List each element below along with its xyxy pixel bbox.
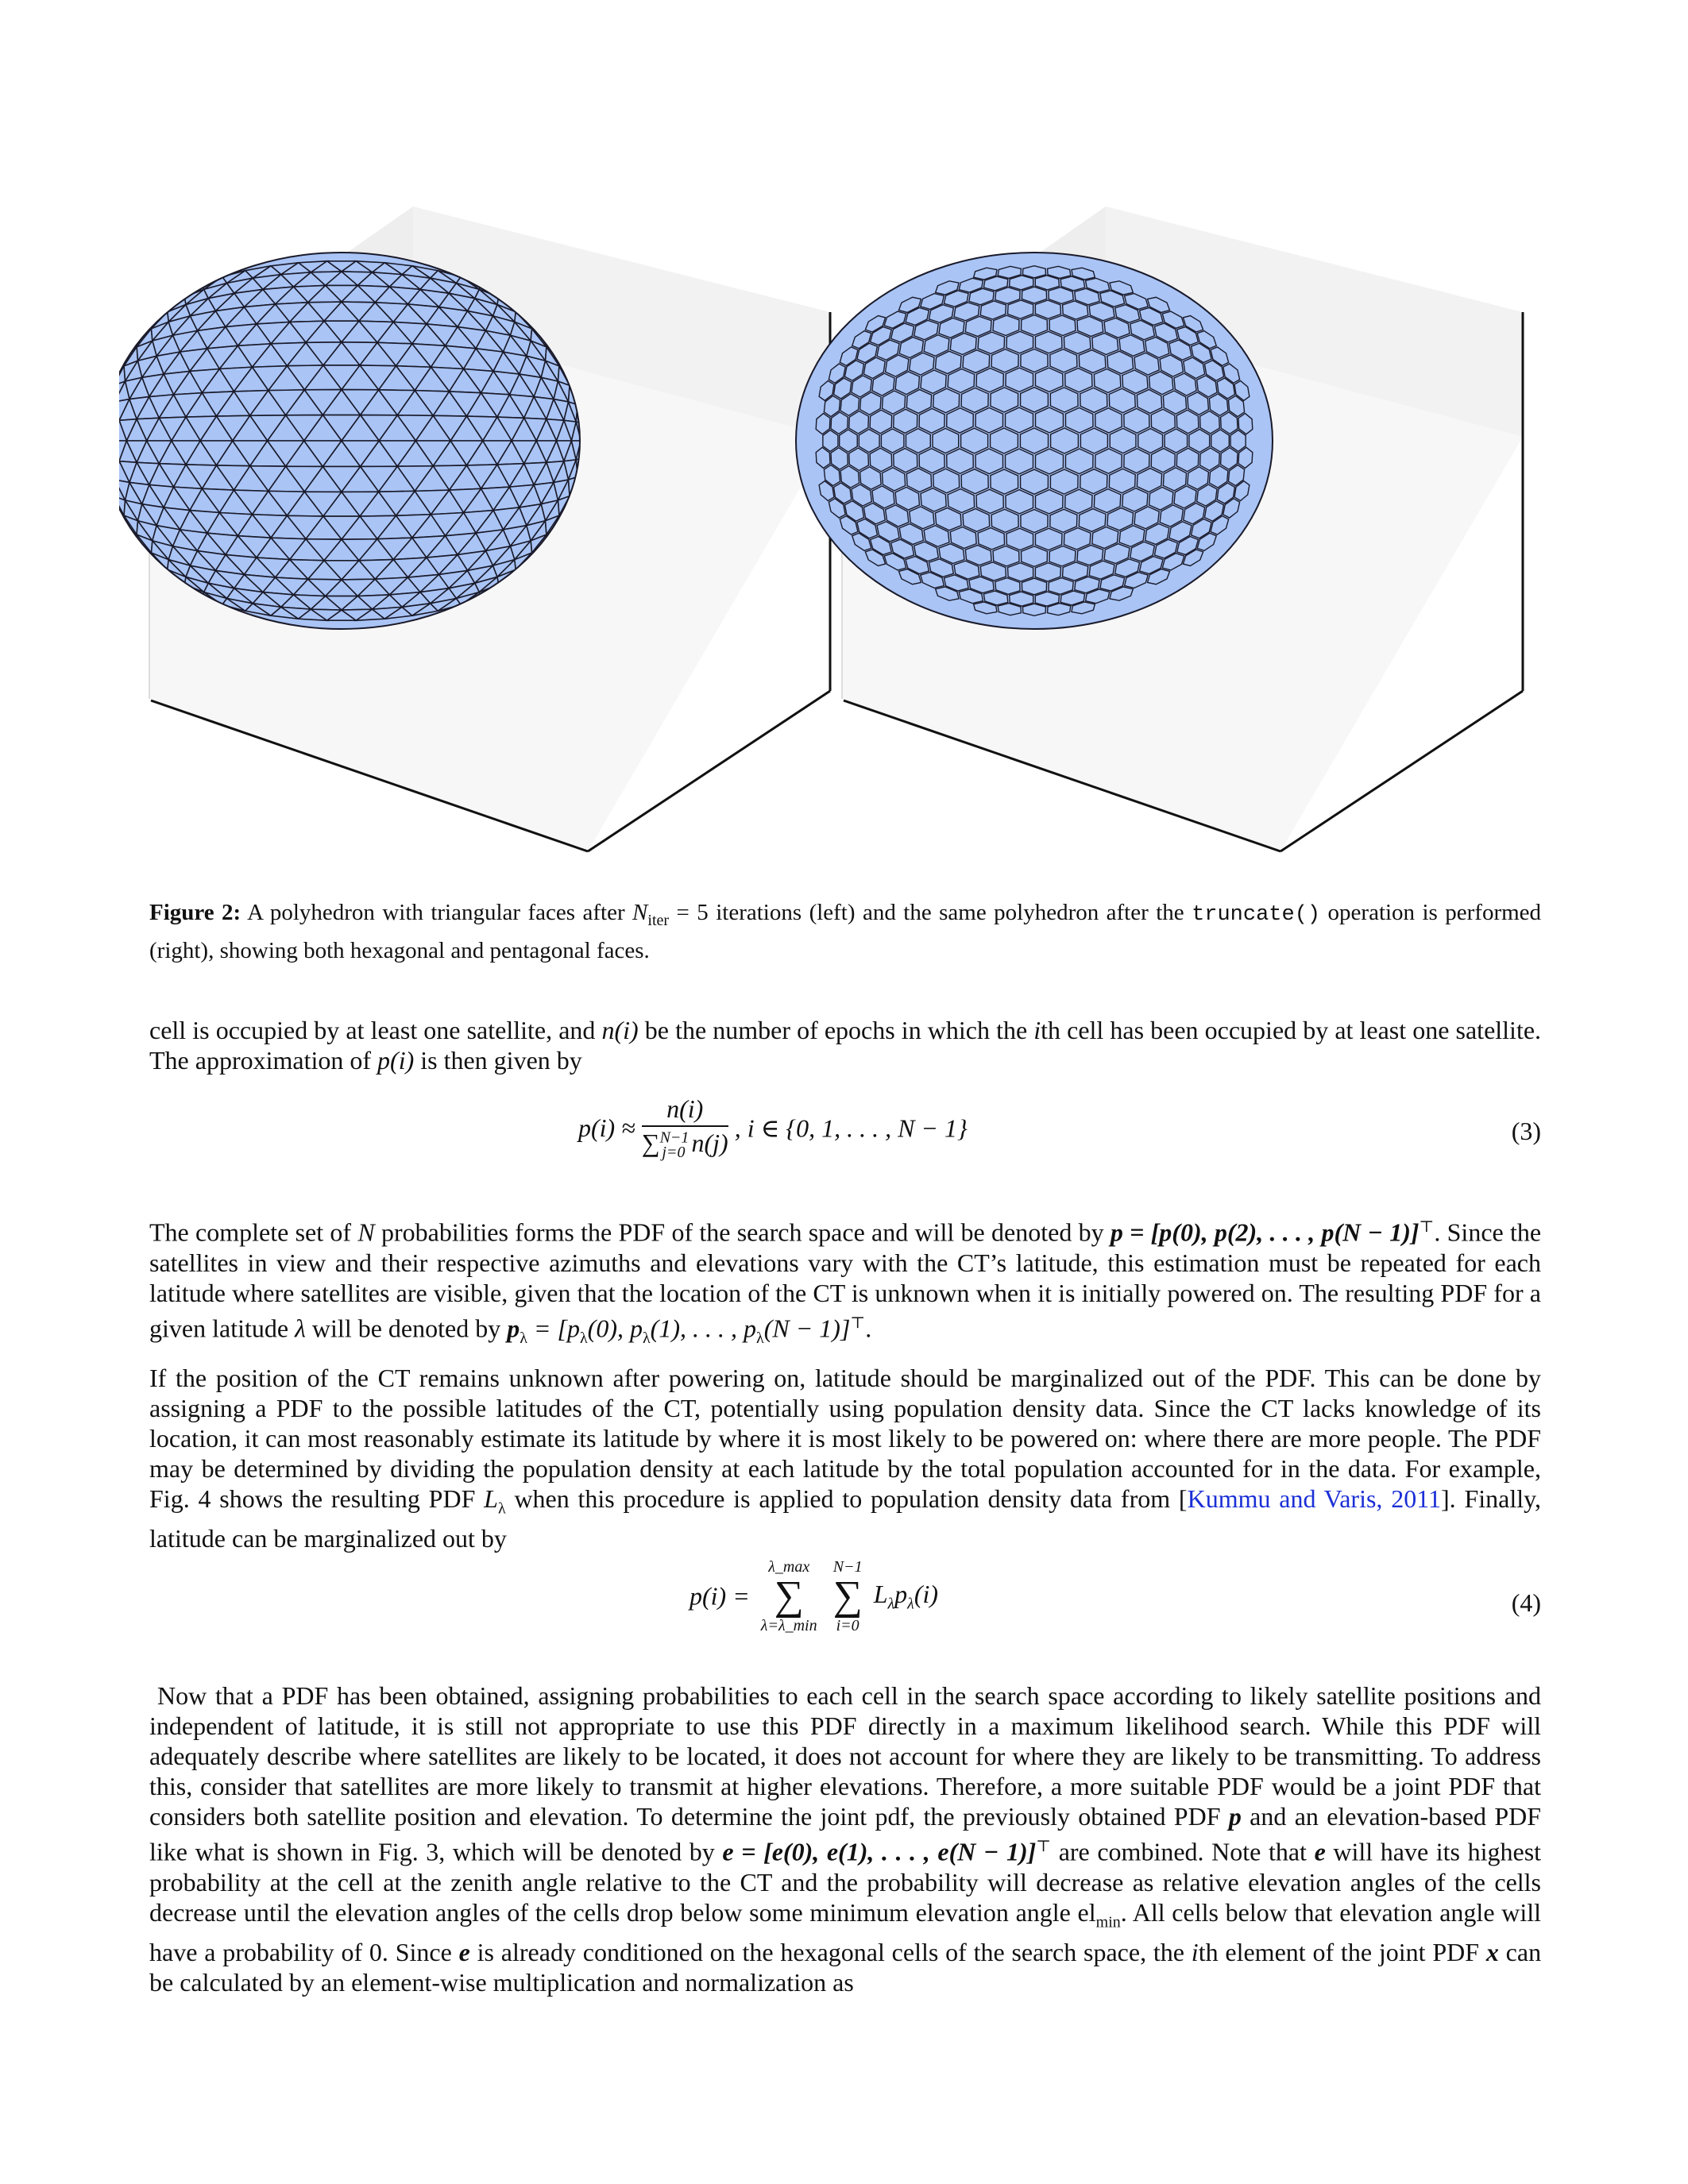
- p2-math-7: (1), . . . , p: [650, 1314, 756, 1343]
- equation-4: [149, 1558, 1541, 1646]
- p4-text-3: are combined. Note that: [1058, 1837, 1307, 1866]
- eq4-term-i: (i): [914, 1579, 939, 1608]
- hexagonal-face: [1022, 604, 1045, 615]
- eq4-number: (4): [1511, 1588, 1541, 1617]
- p2-math-8: (N − 1)]: [763, 1314, 851, 1343]
- citation-link[interactable]: Kummu and Varis, 2011: [1187, 1484, 1442, 1513]
- paragraph-2: The complete set of N probabilities forms the PDF of the search space and will be denoted by p = [p(0), p(2), . . . , p(N − 1)]⊤. Since the satellites in view and their respective azimuths and elevations vary with the CT’s latitude, this estimation must be repeated for each latitude where satellites are visible, given that the location of the CT is unknown when it is initially powered on. The resulting PDF for a given latitude λ will be denoted by $p_\lambda = [p_\lambda(0)$, $p_\lambda(1)$, . . . , $p_\lambda(N - 1)]^⊤$.: [149, 1217, 1542, 1347]
- eq4-term-l-sub: λ: [887, 1595, 895, 1613]
- eq4-sum2-sign: ∑: [832, 1573, 863, 1619]
- hexagonal-face: [1022, 578, 1046, 595]
- eq3-sum-lower: j=0: [662, 1144, 686, 1162]
- eq3-sum-sign: ∑: [641, 1129, 660, 1157]
- eq3-denominator: [642, 1127, 728, 1162]
- p4-math-5: i: [1191, 1938, 1199, 1967]
- hexagonal-face: [881, 429, 903, 453]
- p2-text-2: probabilities forms the PDF of the search space and will be denoted by: [380, 1217, 1104, 1247]
- p4-math-1: p: [1228, 1802, 1242, 1831]
- caption-text-1: A polyhedron with triangular faces after: [247, 900, 625, 925]
- eq3-numerator: n(i): [642, 1094, 728, 1127]
- eq4-sum1-upper: λ_max: [768, 1558, 810, 1576]
- figure-2-svg: [119, 183, 1573, 882]
- eq4-term-p: p: [894, 1579, 908, 1608]
- caption-text-2: iterations (left) and the same polyhedron after the: [716, 900, 1184, 925]
- p1-text-2: be the number of epochs in which the: [644, 1016, 1028, 1044]
- p1-math-2: i: [1033, 1016, 1041, 1044]
- p3-math-1: L: [484, 1484, 498, 1513]
- p1-text-4: is then given by: [420, 1046, 582, 1075]
- p4-math-3: e: [1314, 1837, 1326, 1866]
- p4-math-6: x: [1485, 1938, 1499, 1967]
- p4-text-6: is already conditioned on the hexagonal cells of the search space, the: [477, 1938, 1184, 1967]
- p4-text-2: and an elevation-based PDF like what is shown in Fig. 3, which will be denoted by: [149, 1802, 1542, 1866]
- eq3-lhs: p(i) ≈: [578, 1113, 635, 1143]
- right-truncated-polyhedron: [796, 253, 1273, 629]
- eq4-sum-2: [833, 1558, 863, 1634]
- eq4-term-p-sub: λ: [907, 1595, 914, 1613]
- p4-text-5: . All cells below that elevation angle will have a probability of 0. Since: [149, 1897, 1542, 1967]
- p2-math-3: λ: [295, 1314, 306, 1343]
- p2-text-3: Since the satellites in view and their respective azimuths and elevations vary with the CT’s latitude, this estimation must be repeated for each latitude where satellites are visible, given that the location of the CT is unknown when it is initially powered on. The resulting PDF for a given latitude: [149, 1217, 1542, 1343]
- p1-math-1: n(i): [601, 1016, 639, 1044]
- p2-transpose-2: ⊤: [850, 1314, 866, 1332]
- p2-text-4: will be denoted by: [311, 1314, 501, 1343]
- p4-math-2: e = [e(0), e(1), . . . , e(N − 1)]: [722, 1837, 1037, 1866]
- caption-math-iter: iter: [647, 911, 670, 929]
- equation-3: [149, 1094, 1541, 1174]
- hexagonal-face: [1022, 287, 1046, 303]
- p2-transpose-1: ⊤: [1419, 1218, 1435, 1236]
- paragraph-3: [149, 1363, 1541, 1553]
- hexagonal-face: [859, 429, 879, 452]
- eq3-number: (3): [1511, 1117, 1541, 1145]
- p4-text-8: can be calculated by an element-wise multiplication and normalization as: [149, 1938, 1542, 1997]
- caption-math-n: N: [632, 900, 648, 925]
- eq4-sum-1: [761, 1558, 817, 1634]
- eq4-sum1-lower: λ=λ_min: [760, 1617, 817, 1634]
- eq4-term: [873, 1579, 939, 1613]
- p2-math-2: p = [p(0), p(2), . . . , p(N − 1)]: [1110, 1217, 1420, 1247]
- hexagonal-face: [1230, 430, 1246, 452]
- p3-text-2: when this procedure is applied to population density data from [: [514, 1484, 1188, 1513]
- figure-caption: [149, 897, 1541, 966]
- p3-text-1: If the position of the CT remains unknown after powering on, latitude should be marginalized out of the PDF. This can be done by assigning a PDF to the possible latitudes of the CT, potentially using population density data. Since the CT lacks knowledge of its location, it can most reasonably estimate its latitude by where it is most likely to be powered on: where there are more people. The PDF may be determined by dividing the population density at each latitude by the total population accounted for in the data. For example, Fig. 4 shows the resulting PDF: [149, 1364, 1541, 1513]
- caption-code: truncate(): [1192, 903, 1321, 927]
- eq3-den-term: n(j): [691, 1129, 728, 1157]
- p4-math-4: e: [458, 1938, 470, 1967]
- p3-text-3: ]. Finally, latitude can be marginalized out by: [149, 1484, 1542, 1553]
- p2-math-5: = [p: [533, 1314, 580, 1343]
- eq3-fraction: [642, 1094, 728, 1162]
- hexagonal-face: [1211, 430, 1230, 452]
- paragraph-4: [149, 1680, 1541, 1997]
- hexagonal-face: [1022, 315, 1048, 336]
- p2-math-7-sub: λ: [755, 1329, 764, 1347]
- caption-math-value: = 5: [676, 900, 709, 925]
- p1-text-3: th cell has been occupied by at least one satellite. The approximation of: [149, 1016, 1542, 1075]
- hexagonal-face: [840, 430, 858, 452]
- p4-text-7: th element of the joint PDF: [1198, 1938, 1480, 1967]
- p4-transpose: ⊤: [1036, 1838, 1052, 1855]
- eq4-sum1-sign: ∑: [774, 1573, 804, 1619]
- hexagonal-face: [1022, 546, 1048, 567]
- hexagonal-face: [1165, 429, 1187, 453]
- figure-label: Figure 2:: [149, 900, 241, 925]
- p3-math-1-sub: λ: [497, 1499, 506, 1518]
- eq4-sum2-lower: i=0: [836, 1617, 859, 1634]
- eq4-lhs: p(i) =: [689, 1581, 750, 1611]
- caption-text-3: operation is performed (right), showing both hexagonal and pentagonal faces.: [149, 900, 1542, 963]
- figure-2: [119, 183, 1573, 882]
- p2-math-4: p: [507, 1314, 520, 1343]
- hexagonal-face: [1022, 266, 1045, 278]
- p2-math-5-sub: λ: [579, 1329, 588, 1347]
- hexagonal-face: [823, 430, 838, 452]
- hexagonal-face: [1189, 429, 1210, 452]
- paragraph-1: [149, 1015, 1541, 1075]
- p2-math-6-sub: λ: [642, 1329, 651, 1347]
- p1-text-1: cell is occupied by at least one satellite, and: [149, 1016, 596, 1044]
- p2-math-6: (0), p: [587, 1314, 643, 1343]
- eq3-sum-upper: N−1: [659, 1129, 689, 1147]
- p1-math-3: p(i): [377, 1046, 415, 1075]
- p2-math-1: N: [357, 1217, 375, 1247]
- eq3-condition: , i ∈ {0, 1, . . . , N − 1}: [734, 1113, 968, 1143]
- p4-text-4: will have its highest probability at the cell at the zenith angle relative to the CT and the probability will decrease as relative elevation angles of the cells decrease until the elevation angles of the cells drop below some minimum elevation angle el: [149, 1837, 1542, 1927]
- p4-sub-min: min: [1095, 1913, 1121, 1931]
- eq4-sum2-upper: N−1: [832, 1558, 863, 1576]
- eq4-term-l: L: [873, 1579, 888, 1608]
- p2-math-4-sub: λ: [520, 1329, 527, 1347]
- p2-text-1: The complete set of: [149, 1217, 352, 1247]
- p4-text-1: Now that a PDF has been obtained, assigning probabilities to each cell in the search space according to likely satellite positions and independent of latitude, it is still not appropriate to use this PDF directly in a maximum likelihood search. While this PDF will adequately describe where satellites are likely to be located, it does not account for where they are likely to be transmitting. To address this, consider that satellites are more likely to transmit at higher elevations. Therefore, a more suitable PDF would be a joint PDF that considers both satellite position and elevation. To determine the joint pdf, the previously obtained PDF: [149, 1681, 1541, 1831]
